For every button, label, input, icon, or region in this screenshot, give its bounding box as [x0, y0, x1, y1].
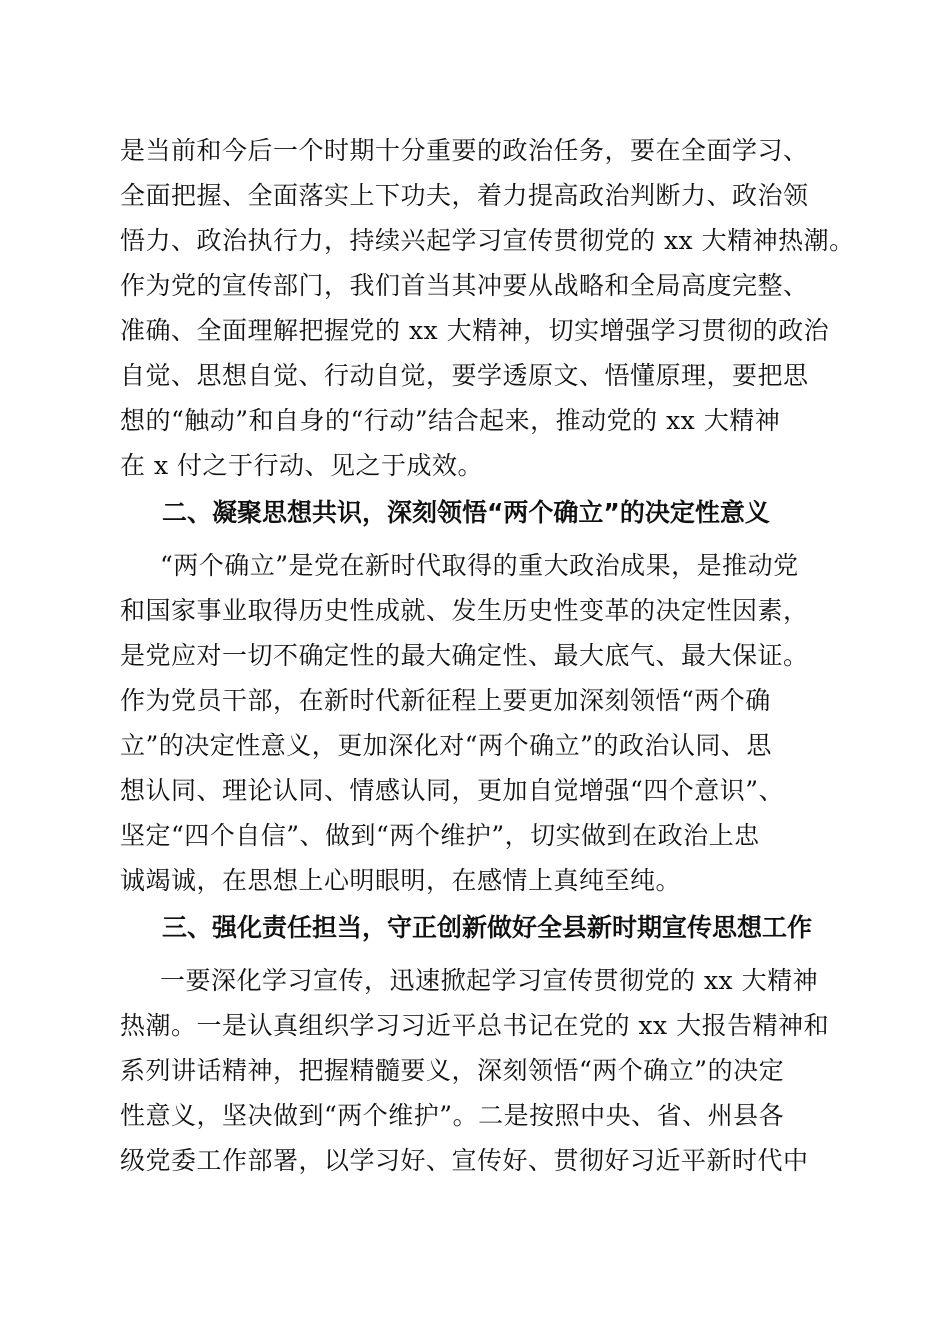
- paragraph-3-line: 热潮。一是认真组织学习习近平总书记在党的 xx 大报告精神和: [120, 1011, 830, 1040]
- paragraph-1: [120, 128, 855, 488]
- paragraph-1-line: 自觉、思想自觉、行动自觉，要学透原文、悟懂原理，要把思: [120, 361, 809, 390]
- paragraph-2-line: 作为党员干部，在新时代新征程上要更加深刻领悟“两个确: [120, 686, 771, 715]
- section-heading-3: 三、强化责任担当，守正创新做好全县新时期宣传思想工作: [162, 913, 813, 942]
- section-heading-2: 二、凝聚思想共识，深刻领悟“两个确立”的决定性意义: [162, 498, 770, 527]
- paragraph-2-line: 坚定“四个自信”、做到“两个维护”，切实做到在政治上忠: [120, 821, 760, 850]
- paragraph-1-line: 作为党的宣传部门，我们首当其冲要从战略和全局高度完整、: [120, 271, 809, 300]
- paragraph-2-line: 是党应对一切不确定性的最大确定性、最大底气、最大保证。: [120, 641, 809, 670]
- paragraph-2-line: 诚竭诚，在思想上心明眼明，在感情上真纯至纯。: [120, 866, 682, 895]
- paragraph-1-line: 想的“触动”和自身的“行动”结合起来，推动党的 xx 大精神: [120, 406, 781, 435]
- paragraph-2-line: 想认同、理论认同、情感认同，更加自觉增强“四个意识”、: [120, 776, 785, 805]
- paragraph-2-line: 和国家事业取得历史性成就、发生历史性变革的决定性因素，: [120, 596, 809, 625]
- paragraph-1-line: 是当前和今后一个时期十分重要的政治任务，要在全面学习、: [120, 136, 809, 165]
- paragraph-1-line: 悟力、政治执行力，持续兴起学习宣传贯彻党的 xx 大精神热潮。: [120, 226, 855, 255]
- paragraph-2: [120, 543, 832, 903]
- paragraph-3-line: 一要深化学习宣传，迅速掀起学习宣传贯彻党的 xx 大精神: [160, 966, 819, 995]
- paragraph-2-line: 立”的决定性意义，更加深化对“两个确立”的政治认同、思: [120, 731, 772, 760]
- paragraph-1-line: 全面把握、全面落实上下功夫，着力提高政治判断力、政治领: [120, 181, 809, 210]
- paragraph-3: [120, 958, 832, 1183]
- paragraph-1-line: 在 x 付之于行动、见之于成效。: [120, 451, 483, 480]
- paragraph-3-line: 级党委工作部署，以学习好、宣传好、贯彻好习近平新时代中: [120, 1146, 809, 1175]
- paragraph-1-line: 准确、全面理解把握党的 xx 大精神，切实增强学习贯彻的政治: [120, 316, 830, 345]
- paragraph-3-line: 性意义，坚决做到“两个维护”。二是按照中央、省、州县各: [120, 1101, 785, 1130]
- paragraph-3-line: 系列讲话精神，把握精髓要义，深刻领悟“两个确立”的决定: [120, 1056, 785, 1085]
- paragraph-2-line: “两个确立”是党在新时代取得的重大政治成果，是推动党: [160, 551, 799, 580]
